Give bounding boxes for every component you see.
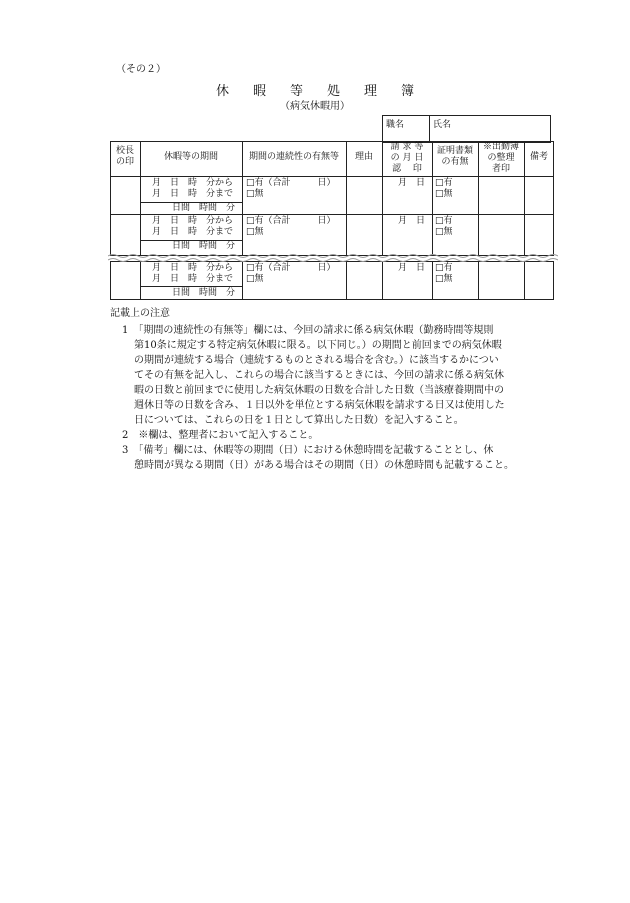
note-line: の期間が連続する場合（連続するものとされる場合を含む。）に該当するかについ (134, 355, 499, 366)
row3-cert-nashi: □無 (435, 274, 453, 284)
row2-cert-ari: □有 (435, 216, 453, 226)
row1-ari: □有（合計 日） (246, 178, 336, 188)
row2-duration: 日間 時間 分 (172, 241, 236, 251)
note-line: てその有無を記入し、これらの場合に該当するときには、今回の請求に係る病気休 (134, 370, 504, 381)
header-kocho: 校長 の印 (115, 146, 134, 167)
form-subtitle: （病気休暇用） (280, 101, 350, 112)
note-line: 3 「備考」欄には、休暇等の期間（日）における休憩時間を記載することとし、休 (122, 445, 494, 456)
row2-ari: □有（合計 日） (246, 216, 336, 226)
row3-date: 月 日 (398, 263, 426, 273)
row2-from: 月 日 時 分から (152, 216, 234, 226)
row1-duration: 日間 時間 分 (172, 203, 236, 213)
row3-to: 月 日 時 分まで (152, 274, 234, 284)
header-shukkin: ※出勤簿 の整理 者印 (482, 142, 519, 174)
row1-to: 月 日 時 分まで (152, 189, 234, 199)
row3-cert-ari: □有 (435, 263, 453, 273)
note-line: 暇の日数と前回までに使用した病気休暇の日数を合計した日数（当該療養期間中の (134, 385, 504, 396)
note-line: 週休日等の日数を含み、１日以外を単位とする病気休暇を請求する日又は使用した (134, 400, 505, 411)
shokumei-label: 職名 (386, 120, 405, 130)
form-caption: （その２） (116, 64, 166, 75)
note-line: 1 「期間の連続性の有無等」欄には、今回の請求に係る病気休暇（勤務時間等規則 (122, 325, 494, 336)
row1-from: 月 日 時 分から (152, 178, 234, 188)
row2-to: 月 日 時 分まで (152, 227, 234, 237)
shokumei-cell (383, 116, 430, 143)
header-shomei: 証明書類 の有無 (436, 146, 473, 167)
row3-from: 月 日 時 分から (152, 263, 234, 273)
notes-heading: 記載上の注意 (110, 308, 170, 319)
name-table (382, 115, 551, 143)
header-riyu: 理由 (354, 152, 373, 162)
form-title: 休暇等処理簿 (215, 84, 438, 99)
row2-cert-nashi: □無 (435, 227, 453, 237)
note-line: 2 ※欄は、整理者において記入すること。 (122, 430, 319, 441)
row1-nashi: □無 (246, 189, 264, 199)
note-line: 第10条に規定する特定病気休暇に限る。以下同じ。）の期間と前回までの病気休暇 (134, 340, 502, 351)
row3-nashi: □無 (246, 274, 264, 284)
shimei-label: 氏名 (433, 120, 452, 130)
row1-cert-ari: □有 (435, 178, 453, 188)
note-line: 憩時間が異なる期間（日）がある場合はその期間（日）の休憩時間も記載すること。 (134, 460, 514, 471)
row3-duration: 日間 時間 分 (172, 288, 236, 298)
row2-nashi: □無 (246, 227, 264, 237)
header-kikan: 休暇等の期間 (163, 152, 218, 162)
row1-cert-nashi: □無 (435, 189, 453, 199)
shimei-cell (430, 116, 551, 143)
header-biko: 備考 (529, 152, 548, 162)
note-line: 日については、これらの日を１日として算出した日数）を記入すること。 (134, 415, 464, 426)
row3-ari: □有（合計 日） (246, 263, 336, 273)
header-renzoku: 期間の連続性の有無等 (248, 152, 339, 162)
row1-date: 月 日 (398, 178, 426, 188)
header-seikyu: 請 求 等 の 月 日 認 印 (390, 142, 424, 174)
row2-date: 月 日 (398, 216, 426, 226)
